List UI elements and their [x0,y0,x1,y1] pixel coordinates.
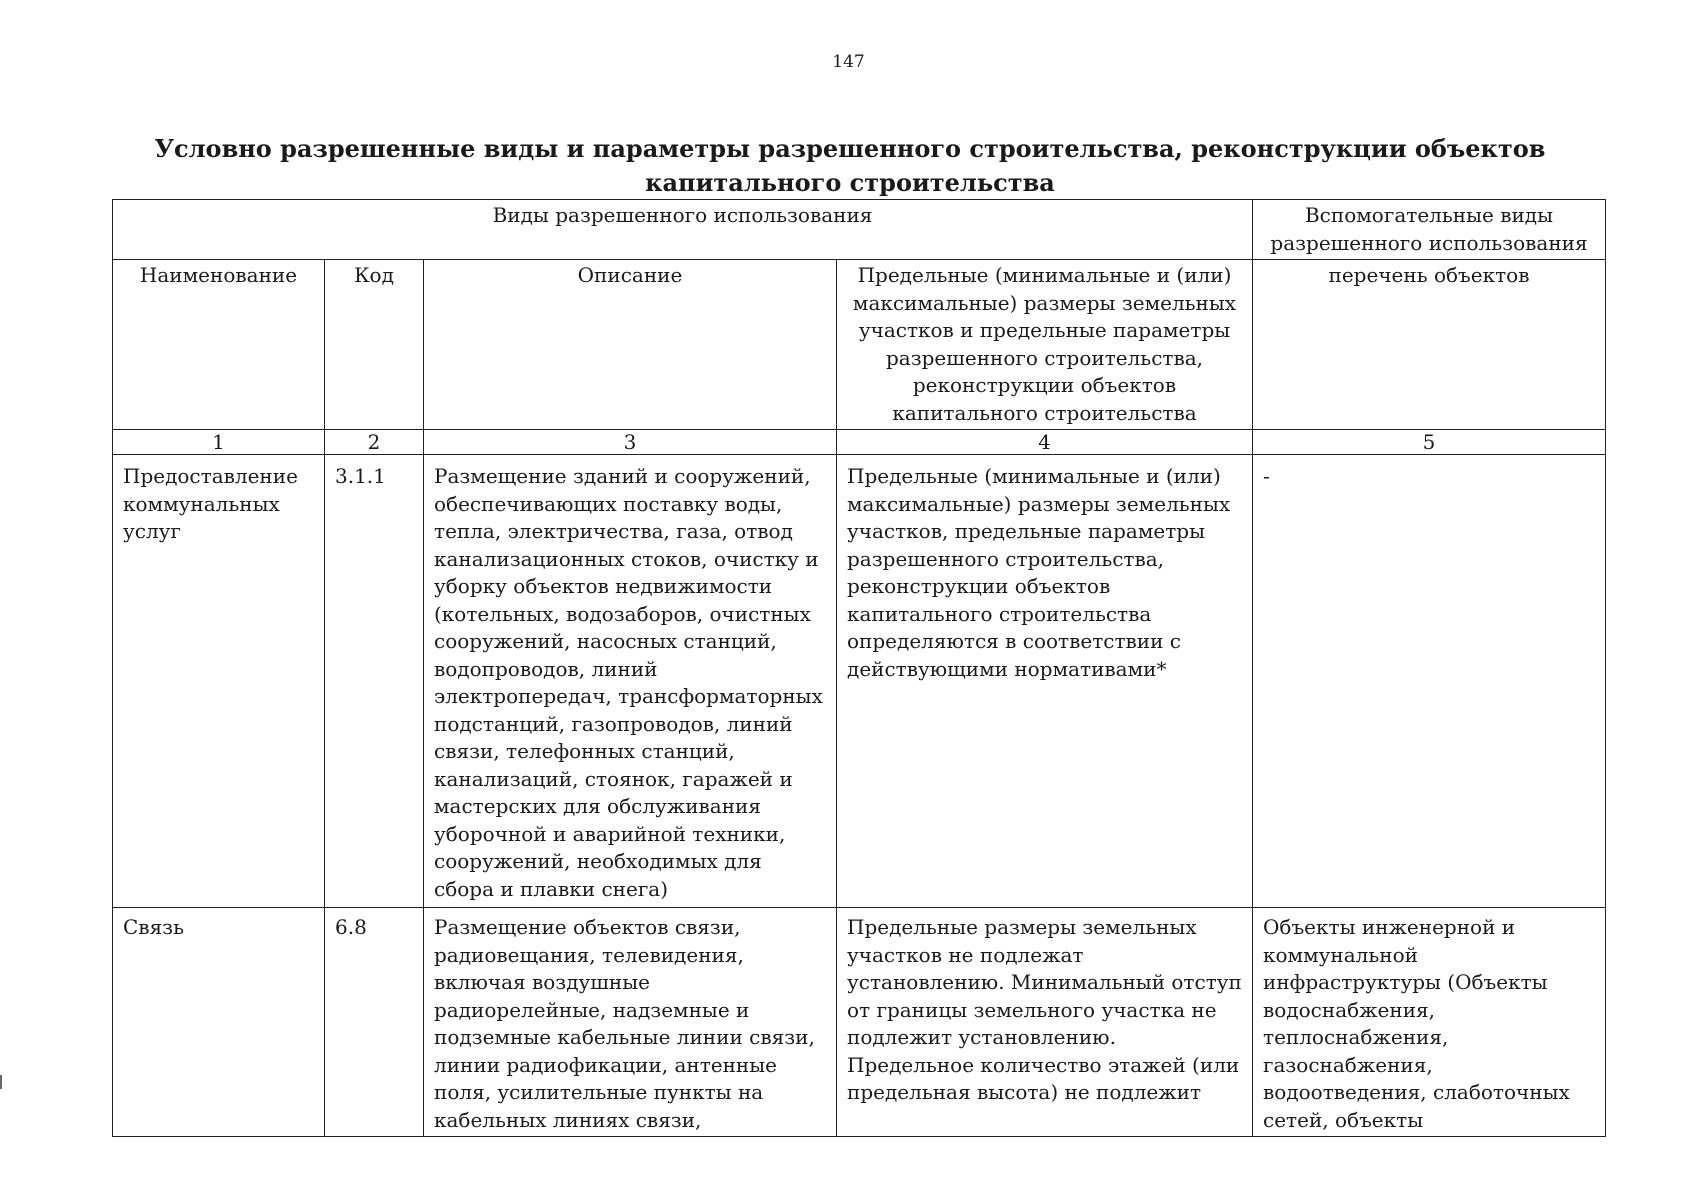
cell-description: Размещение зданий и сооружений, обеспечивающих поставку воды, тепла, электричества, газа, отвод канализационных стоков, очистку и уборку объектов недвижимости (котельных, водозаборов, очистных сооружений, насосных станций, водопроводов, линий электропередач, трансформаторных подстанций, газопроводов, линий связи, телефонных станций, канализаций, стоянок, гаражей и мастерских для обслуживания уборочной и аварийной техники, сооружений, необходимых для сбора и плавки снега) [424,455,837,908]
col-number: 2 [325,430,424,455]
col-header-objects: перечень объектов [1253,260,1606,430]
col-header-code: Код [325,260,424,430]
col-header-name: Наименование [113,260,325,430]
group-header-aux: Вспомогательные виды разрешенного использования [1253,200,1606,260]
cell-name: Предоставление коммунальных услуг [113,455,325,908]
regulations-table-container [112,199,1605,1132]
cell-code: 3.1.1 [325,455,424,908]
col-number: 1 [113,430,325,455]
cell-name: Связь [113,908,325,1137]
table-row [113,455,1606,908]
table-column-header-row [113,260,1606,430]
group-header-main: Виды разрешенного использования [113,200,1253,260]
cell-code: 6.8 [325,908,424,1137]
table-column-number-row [113,430,1606,455]
col-number: 3 [424,430,837,455]
col-number: 4 [837,430,1253,455]
cell-description: Размещение объектов связи, радиовещания, телевидения, включая воздушные радиорелейные, надземные и подземные кабельные линии связи, линии радиофикации, антенные поля, усилительные пункты на кабельных линиях связи, [424,908,837,1137]
page-number: 147 [832,52,865,72]
document-title: Условно разрешенные виды и параметры разрешенного строительства, реконструкции объектов капитального строительства [154,134,1546,197]
scan-edge-mark [0,1075,8,1089]
col-number: 5 [1253,430,1606,455]
col-header-description: Описание [424,260,837,430]
cell-limits: Предельные размеры земельных участков не подлежат установлению. Минимальный отступ от границы земельного участка не подлежит установлению. Предельное количество этажей (или предельная высота) не подлежит [837,908,1253,1137]
col-header-limits: Предельные (минимальные и (или) максимальные) размеры земельных участков и предельные параметры разрешенного строительства, реконструкции объектов капитального строительства [837,260,1253,430]
cell-aux-objects: - [1253,455,1606,908]
cell-limits: Предельные (минимальные и (или) максимальные) размеры земельных участков, предельные параметры разрешенного строительства, реконструкции объектов капитального строительства определяются в соответствии с действующими нормативами* [837,455,1253,908]
regulations-table [112,199,1606,1137]
table-row [113,908,1606,1137]
cell-aux-objects: Объекты инженерной и коммунальной инфраструктуры (Объекты водоснабжения, теплоснабжения, газоснабжения, водоотведения, слаботочных сетей, объекты [1253,908,1606,1137]
table-group-header-row [113,200,1606,260]
